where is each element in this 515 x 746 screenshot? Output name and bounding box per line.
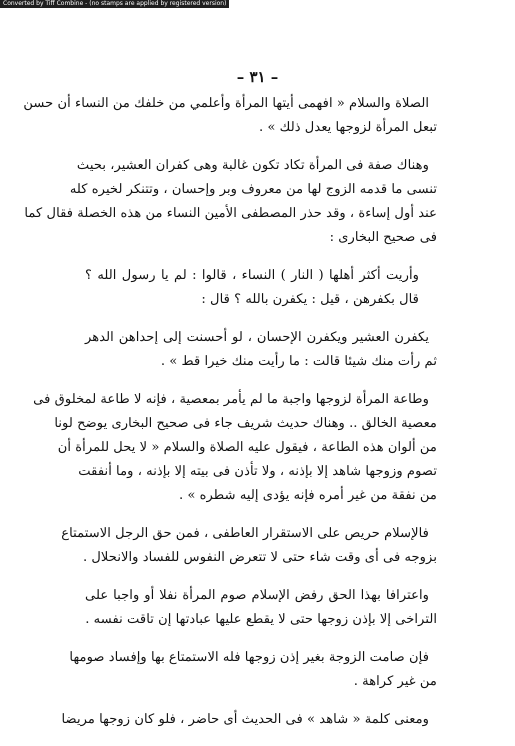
text-line: وهناك صفة فى المرأة تكاد تكون غالبة وهى كفران العشير، بحيث [76, 158, 429, 173]
converter-banner: Converted by Tiff Combine - (no stamps are applied by registered version) [0, 0, 229, 8]
text-line: من غير كراهة . [353, 674, 437, 689]
text-line: ومعنى كلمة « شاهد » فى الحديث أى حاضر ، فلو كان زوجها مريضا [61, 712, 429, 727]
text-line: فإن صامت الزوجة بغير إذن زوجها فله الاستمتاع بها وإفساد صومها [69, 650, 429, 665]
text-line: قال بكفرهن ، قيل : يكفرن بالله ؟ قال : [201, 292, 419, 307]
paragraph [61, 708, 437, 732]
text-line: تنسى ما قدمه الزوج لها من معروف وبر وإحسان ، وتتنكر لخيره كله [69, 182, 437, 197]
text-line: يكفرن العشير ويكفرن الإحسان ، لو أحسنت إلى إحداهن الدهر [85, 330, 429, 345]
paragraph [61, 522, 437, 570]
text-line: عند أول إساءة ، وقد حذر المصطفى الأمين النساء من هذه الخصلة فقال كما [24, 206, 437, 221]
quote-paragraph [85, 264, 437, 312]
page-body-text [23, 92, 437, 746]
page-number: – ٣١ – [236, 68, 279, 86]
paragraph [85, 584, 437, 632]
text-line: من ألوان هذه الطاعة ، فيقول عليه الصلاة والسلام « لا يحل للمرأة أن [57, 440, 437, 455]
text-line: وأريت أكثر أهلها ( النار ) النساء ، قالوا : لم يا رسول الله ؟ [85, 268, 419, 283]
paragraph [85, 326, 437, 374]
paragraph [23, 92, 437, 140]
text-line: فى صحيح البخارى : [329, 230, 437, 245]
text-line: فالإسلام حريص على الاستقرار العاطفى ، فمن حق الرجل الاستمتاع [61, 526, 429, 541]
paragraph [33, 388, 437, 508]
text-line: ثم رأت منك شيئا قالت : ما رأيت منك خيرا قط » . [160, 354, 437, 369]
text-line: من نفقة من غير أمره فإنه يؤدى إليه شطره » . [178, 488, 437, 503]
paragraph [69, 646, 437, 694]
text-line: الصلاة والسلام « افهمى أيتها المرأة وأعلمي من خلفك من النساء أن حسن [23, 96, 429, 111]
text-line: واعترافا بهذا الحق رفض الإسلام صوم المرأة نفلا أو واجبا على [85, 588, 429, 603]
text-line: التراخى إلا بإذن زوجها حتى لا يقطع عليها عبادتها إن تاقت نفسه . [85, 612, 437, 627]
text-line: وطاعة المرأة لزوجها واجبة ما لم يأمر بمعصية ، فإنه لا طاعة لمخلوق فى [33, 392, 429, 407]
text-line: تصوم وزوجها شاهد إلا بإذنه ، ولا تأذن فى بيته إلا بإذنه ، وما أنفقت [78, 464, 437, 479]
paragraph [24, 154, 437, 250]
text-line: تبعل المرأة لزوجها يعدل ذلك » . [258, 120, 437, 135]
text-line: بزوجه فى أى وقت شاء حتى لا تتعرض النفوس للفساد والانحلال . [82, 550, 437, 565]
text-line: معصية الخالق .. وهناك حديث شريف جاء فى صحيح البخارى يوضح لونا [54, 416, 437, 431]
